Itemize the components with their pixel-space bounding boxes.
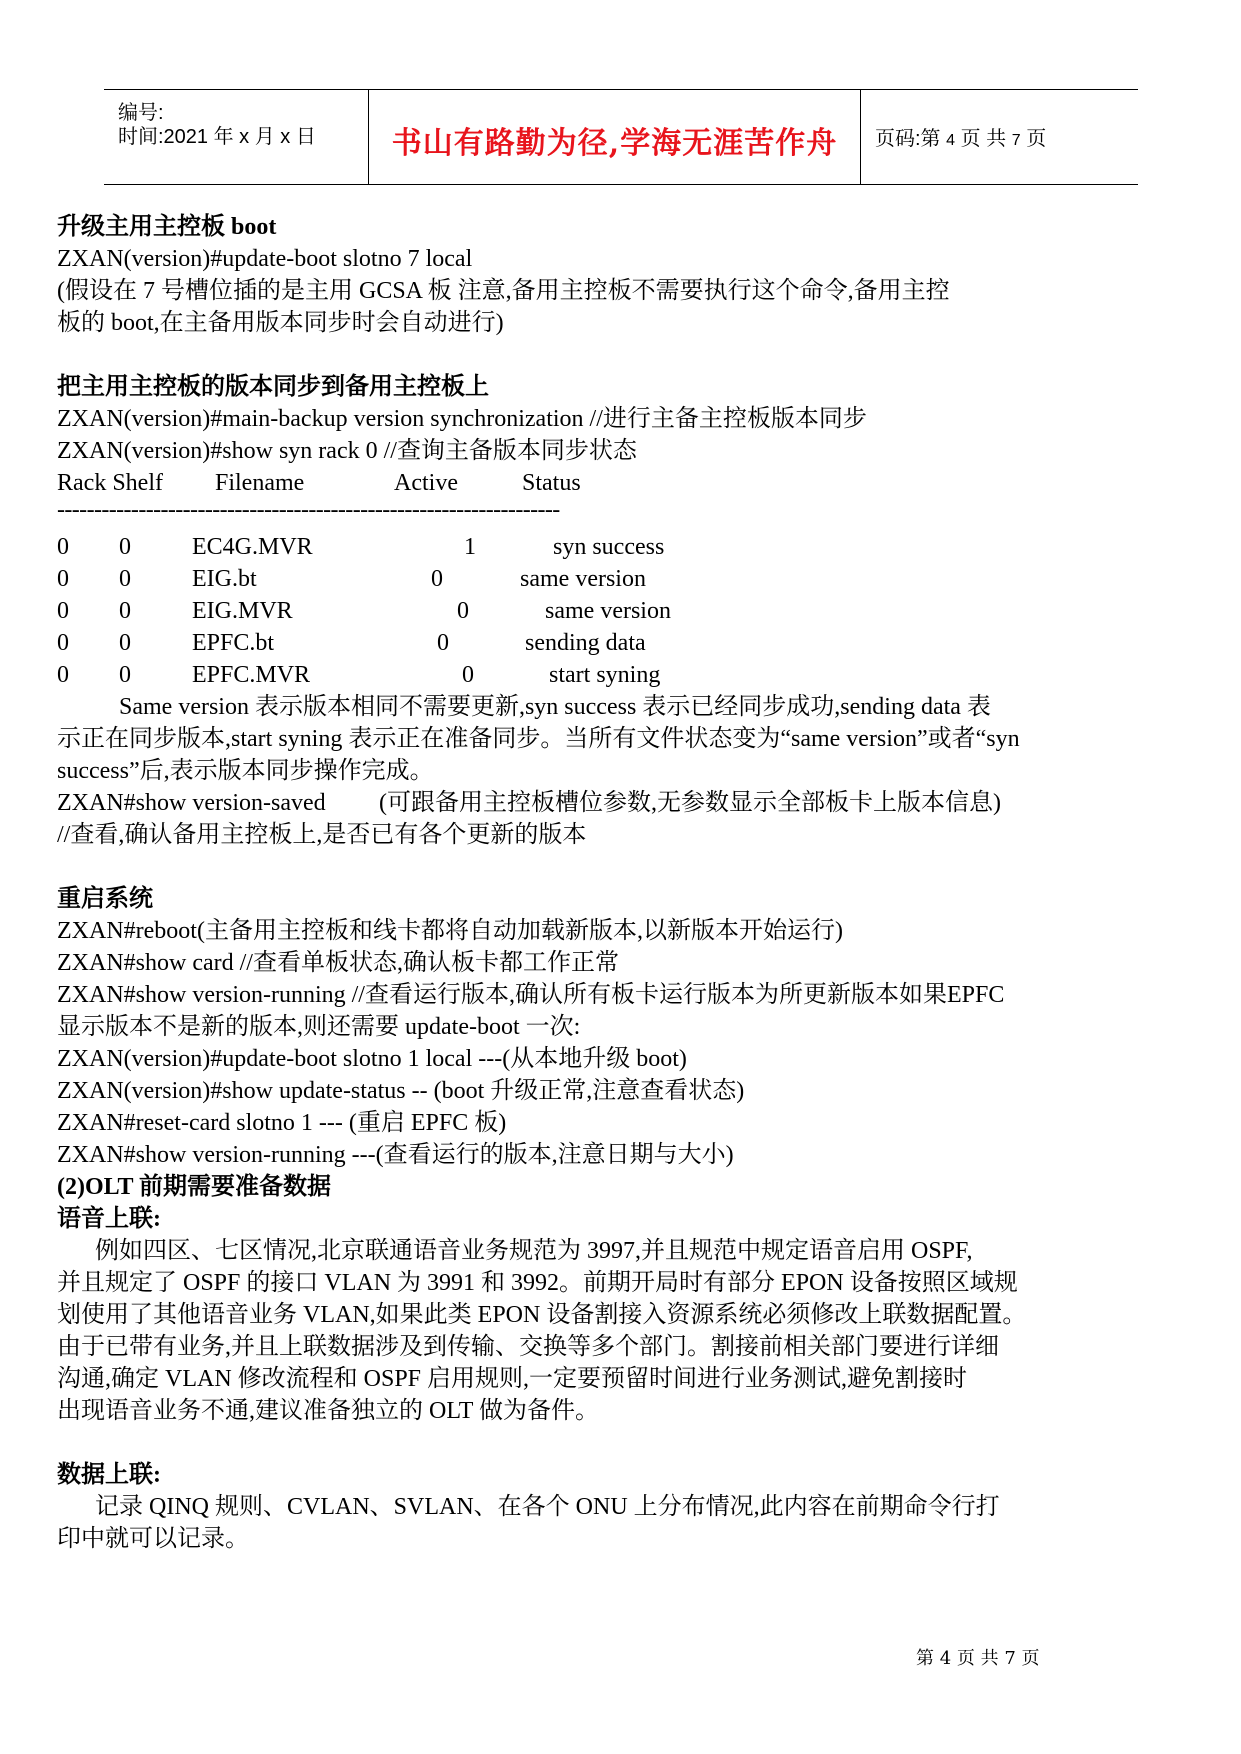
paragraph-line: 由于已带有业务,并且上联数据涉及到传输、交换等多个部门。割接前相关部门要进行详细 (57, 1334, 999, 1360)
cell-rack: 0 (57, 630, 69, 656)
cell-active: 1 (464, 534, 476, 560)
table-separator: -------------------------------------------------------------------- (57, 497, 560, 523)
cell-active: 0 (431, 566, 443, 592)
table-header-filename: Filename (215, 470, 305, 496)
paragraph-line: 例如四区、七区情况,北京联通语音业务规范为 3997,并且规范中规定语音启用 OSPF, (95, 1238, 973, 1264)
table-header-status: Status (522, 470, 581, 496)
page-code-current: 4 (946, 132, 956, 149)
section-heading-reboot: 重启系统 (57, 886, 153, 912)
cell-status: same version (520, 566, 646, 592)
cell-active: 0 (437, 630, 449, 656)
cell-shelf: 0 (119, 598, 131, 624)
command-line: ZXAN#reboot(主备用主控板和线卡都将自动加载新版本,以新版本开始运行) (57, 918, 843, 944)
comment-line: //查看,确认备用主控板上,是否已有各个更新的版本 (57, 822, 587, 848)
table-header-rack-shelf: Rack Shelf (57, 470, 163, 496)
paragraph-line: 板的 boot,在主备用版本同步时会自动进行) (57, 310, 504, 336)
paragraph-line: 示正在同步版本,start syning 表示正在准备同步。当所有文件状态变为“same version”或者“syn (57, 726, 1020, 752)
page-footer: 第 4 页 共 7 页 (916, 1648, 1040, 1669)
page-code-middle: 页 共 (960, 128, 1007, 150)
motto: 书山有路勤为径,学海无涯苦作舟 (391, 126, 838, 161)
paragraph-line: 出现语音业务不通,建议准备独立的 OLT 做为备件。 (57, 1398, 600, 1424)
subheading-voice-uplink: 语音上联: (57, 1206, 161, 1232)
page-header (104, 89, 1138, 185)
page-code (875, 122, 1046, 151)
number-label: 编号: (118, 102, 164, 124)
cell-rack: 0 (57, 662, 69, 688)
cell-filename: EPFC.MVR (192, 662, 311, 688)
command-note: (可跟备用主控板槽位参数,无参数显示全部板卡上版本信息) (379, 790, 1001, 816)
command-line: ZXAN#show version-running //查看运行版本,确认所有板卡运行版本为所更新版本如果EPFC (57, 982, 1005, 1008)
command-line: ZXAN(version)#update-boot slotno 1 local ---(从本地升级 boot) (57, 1046, 687, 1072)
subheading-data-uplink: 数据上联: (57, 1462, 161, 1488)
command-line: ZXAN#show version-running ---(查看运行的版本,注意日期与大小) (57, 1142, 734, 1168)
paragraph-line: Same version 表示版本相同不需要更新,syn success 表示已经同步成功,sending data 表 (119, 694, 991, 720)
command-line: ZXAN(version)#main-backup version synchronization //进行主备主控板版本同步 (57, 406, 867, 432)
cell-filename: EPFC.bt (192, 630, 275, 656)
cell-rack: 0 (57, 566, 69, 592)
command-line: ZXAN#show version-saved (57, 790, 326, 816)
command-line: ZXAN#reset-card slotno 1 --- (重启 EPFC 板) (57, 1110, 507, 1136)
paragraph-line: 划使用了其他语音业务 VLAN,如果此类 EPON 设备割接入资源系统必须修改上联数据配置。 (57, 1302, 1027, 1328)
cell-shelf: 0 (119, 534, 131, 560)
header-pagecode-cell (861, 90, 1138, 184)
paragraph-line: 印中就可以记录。 (57, 1526, 249, 1552)
cell-status: sending data (525, 630, 646, 656)
paragraph-line: 记录 QINQ 规则、CVLAN、SVLAN、在各个 ONU 上分布情况,此内容在前期命令行打 (95, 1494, 1000, 1520)
cell-filename: EIG.MVR (192, 598, 293, 624)
page-code-suffix: 页 (1026, 128, 1047, 150)
cell-shelf: 0 (119, 630, 131, 656)
cell-status: syn success (553, 534, 665, 560)
header-motto-cell (368, 90, 861, 184)
paragraph-line: 沟通,确定 VLAN 修改流程和 OSPF 启用规则,一定要预留时间进行业务测试,避免割接时 (57, 1366, 968, 1392)
time-label: 时间:2021 年 x 月 x 日 (118, 126, 316, 148)
command-line: ZXAN#show card //查看单板状态,确认板卡都工作正常 (57, 950, 619, 976)
header-info-cell (104, 90, 368, 184)
command-line: ZXAN(version)#show syn rack 0 //查询主备版本同步状态 (57, 438, 637, 464)
table-header-active: Active (394, 470, 458, 496)
paragraph-line: success”后,表示版本同步操作完成。 (57, 758, 434, 784)
paragraph-line: (假设在 7 号槽位插的是主用 GCSA 板 注意,备用主控板不需要执行这个命令,备用主控 (57, 278, 950, 304)
section-heading-upgrade-boot: 升级主用主控板 boot (57, 214, 277, 240)
page-code-prefix: 页码:第 (875, 128, 941, 150)
cell-status: same version (545, 598, 671, 624)
cell-shelf: 0 (119, 662, 131, 688)
cell-filename: EIG.bt (192, 566, 257, 592)
cell-active: 0 (457, 598, 469, 624)
page-code-total: 7 (1011, 132, 1021, 149)
section-heading-olt-data: (2)OLT 前期需要准备数据 (57, 1174, 332, 1200)
cell-filename: EC4G.MVR (192, 534, 313, 560)
command-line: ZXAN(version)#show update-status -- (boot 升级正常,注意查看状态) (57, 1078, 745, 1104)
cell-shelf: 0 (119, 566, 131, 592)
cell-active: 0 (462, 662, 474, 688)
cell-rack: 0 (57, 534, 69, 560)
paragraph-line: 并且规定了 OSPF 的接口 VLAN 为 3991 和 3992。前期开局时有部分 EPON 设备按照区域规 (57, 1270, 1018, 1296)
section-heading-sync: 把主用主控板的版本同步到备用主控板上 (57, 374, 489, 400)
paragraph-line: 显示版本不是新的版本,则还需要 update-boot 一次: (57, 1014, 581, 1040)
cell-status: start syning (549, 662, 661, 688)
command-line: ZXAN(version)#update-boot slotno 7 local (57, 246, 473, 272)
cell-rack: 0 (57, 598, 69, 624)
